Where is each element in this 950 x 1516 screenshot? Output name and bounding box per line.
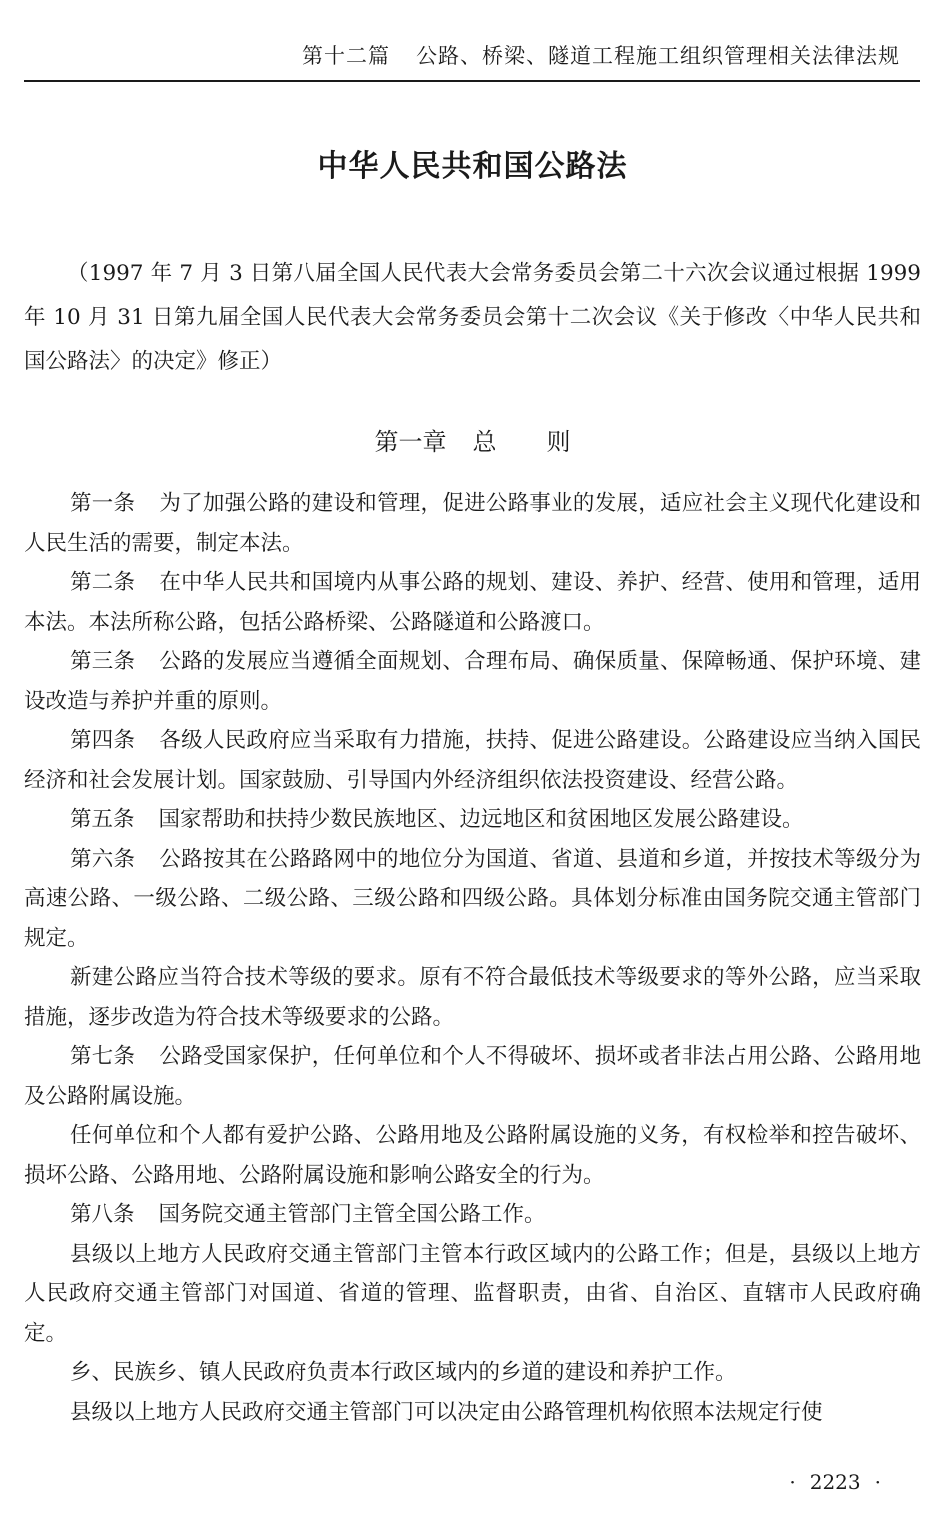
paragraph	[24, 642, 921, 721]
paragraph	[24, 800, 921, 840]
paragraph	[24, 1037, 921, 1116]
paragraph	[24, 1235, 921, 1354]
adoption-note: （1997 年 7 月 3 日第八届全国人民代表大会常务委员会第二十六次会议通过根据 1999 年 10 月 31 日第九届全国人民代表大会常务委员会第十二次会议《关于修改〈中华人民共和国公路法〉的决定》修正）	[24, 261, 921, 374]
article-number: 第七条	[70, 1044, 136, 1069]
paragraph-text: 国务院交通主管部门主管全国公路工作。	[158, 1202, 546, 1227]
paragraph	[24, 484, 921, 563]
paragraph	[24, 1353, 921, 1393]
paragraph	[24, 840, 921, 959]
paragraph	[24, 1116, 921, 1195]
page-number-dot-right: ·	[874, 1470, 881, 1494]
paragraph-text: 公路按其在公路路网中的地位分为国道、省道、县道和乡道，并按技术等级分为高速公路、一级公路、二级公路、三级公路和四级公路。具体划分标准由国务院交通主管部门规定。	[24, 846, 921, 951]
header-part-title: 公路、桥梁、隧道工程施工组织管理相关法律法规	[416, 44, 900, 68]
paragraph-text: 国家帮助和扶持少数民族地区、边远地区和贫困地区发展公路建设。	[158, 807, 804, 832]
page-number-value: 2223	[809, 1470, 861, 1494]
page-body	[24, 140, 921, 1432]
chapter-name: 总则	[472, 428, 621, 456]
paragraph	[24, 1393, 921, 1433]
paragraph-text: 县级以上地方人民政府交通主管部门可以决定由公路管理机构依照本法规定行使	[70, 1399, 823, 1425]
article-number: 第二条	[70, 570, 136, 595]
paragraph-text: 在中华人民共和国境内从事公路的规划、建设、养护、经营、使用和管理，适用本法。本法所称公路，包括公路桥梁、公路隧道和公路渡口。	[24, 570, 921, 635]
paragraph-text: 为了加强公路的建设和管理，促进公路事业的发展，适应社会主义现代化建设和人民生活的需要，制定本法。	[24, 491, 921, 556]
article-number: 第五条	[70, 807, 135, 832]
page-number-dot-left: ·	[789, 1470, 796, 1494]
article-number: 第六条	[70, 846, 136, 872]
paragraph	[24, 721, 921, 800]
header-part: 第十二篇	[302, 44, 390, 68]
chapter-number: 第一章	[374, 428, 447, 456]
chapter-heading	[24, 422, 921, 462]
article-number: 第三条	[70, 649, 136, 674]
paragraph-text: 公路的发展应当遵循全面规划、合理布局、确保质量、保障畅通、保护环境、建设改造与养护并重的原则。	[24, 649, 921, 714]
paragraph-text: 任何单位和个人都有爱护公路、公路用地及公路附属设施的义务，有权检举和控告破坏、损坏公路、公路用地、公路附属设施和影响公路安全的行为。	[24, 1123, 921, 1188]
running-header	[302, 40, 900, 70]
paragraph	[24, 1195, 921, 1235]
paragraph	[24, 563, 921, 642]
article-list	[24, 484, 921, 1432]
paragraph	[24, 958, 921, 1037]
article-number: 第四条	[70, 728, 136, 753]
paragraph-text: 新建公路应当符合技术等级的要求。原有不符合最低技术等级要求的等外公路，应当采取措施，逐步改造为符合技术等级要求的公路。	[24, 965, 921, 1030]
page-title: 中华人民共和国公路法	[317, 149, 628, 184]
paragraph-text: 公路受国家保护，任何单位和个人不得破坏、损坏或者非法占用公路、公路用地及公路附属设施。	[24, 1044, 921, 1109]
paragraph-text: 县级以上地方人民政府交通主管部门主管本行政区域内的公路工作；但是，县级以上地方人民政府交通主管部门对国道、省道的管理、监督职责，由省、自治区、直辖市人民政府确定。	[24, 1241, 921, 1346]
article-number: 第一条	[70, 491, 136, 516]
paragraph-text: 各级人民政府应当采取有力措施，扶持、促进公路建设。公路建设应当纳入国民经济和社会发展计划。国家鼓励、引导国内外经济组织依法投资建设、经营公路。	[24, 728, 921, 793]
header-rule	[24, 80, 920, 82]
paragraph-text: 乡、民族乡、镇人民政府负责本行政区域内的乡道的建设和养护工作。	[70, 1360, 737, 1385]
page-number	[775, 1470, 895, 1494]
article-number: 第八条	[70, 1202, 135, 1227]
